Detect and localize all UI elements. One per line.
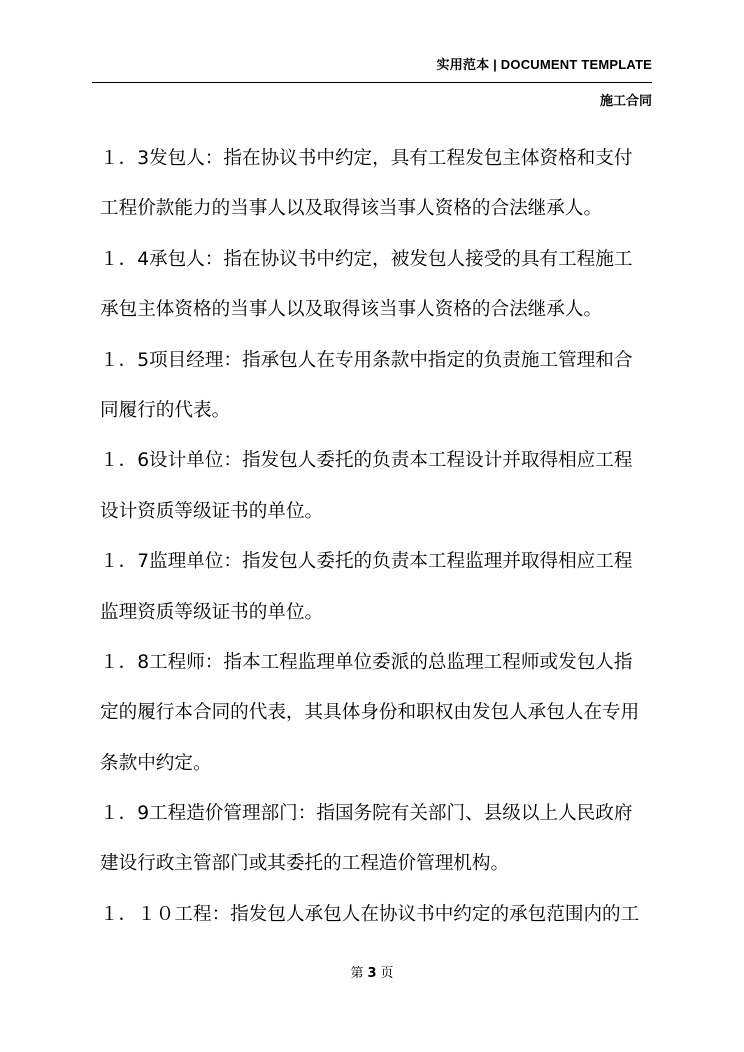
body-line: 条款中约定。 <box>100 752 212 774</box>
body-line: １．4承包人：指在协议书中约定，被发包人接受的具有工程施工 <box>100 248 633 270</box>
body-line: １．9工程造价管理部门：指国务院有关部门、县级以上人民政府 <box>100 803 633 825</box>
header-subtitle: 施工合同 <box>599 94 652 109</box>
body-line: 监理资质等级证书的单位。 <box>100 601 324 623</box>
body-line: 工程价款能力的当事人以及取得该当事人资格的合法继承人。 <box>100 198 603 220</box>
header-divider <box>92 82 652 83</box>
body-line: 设计资质等级证书的单位。 <box>100 500 324 522</box>
page-number: 3 <box>367 966 377 981</box>
body-line: 建设行政主管部门或其委托的工程造价管理机构。 <box>100 853 510 875</box>
header-title: 实用范本 | DOCUMENT TEMPLATE <box>436 57 652 72</box>
body-line: １．１０工程：指发包人承包人在协议书中约定的承包范围内的工 <box>100 903 640 925</box>
page-footer <box>0 962 744 981</box>
body-line: １．3发包人：指在协议书中约定，具有工程发包主体资格和支付 <box>100 148 633 169</box>
body-line: 承包主体资格的当事人以及取得该当事人资格的合法继承人。 <box>100 299 603 321</box>
page-suffix: 页 <box>380 966 394 981</box>
body-line: １．5项目经理：指承包人在专用条款中指定的负责施工管理和合 <box>100 349 633 371</box>
body-line: １．8工程师：指本工程监理单位委派的总监理工程师或发包人指 <box>100 651 633 673</box>
body-line: 同履行的代表。 <box>100 399 231 421</box>
page-prefix: 第 <box>350 966 364 981</box>
document-body <box>100 134 660 940</box>
body-line: 定的履行本合同的代表，其具体身份和职权由发包人承包人在专用 <box>100 702 640 724</box>
body-line: １．6设计单位：指发包人委托的负责本工程设计并取得相应工程 <box>100 450 633 472</box>
body-line: １．7监理单位：指发包人委托的负责本工程监理并取得相应工程 <box>100 551 633 573</box>
